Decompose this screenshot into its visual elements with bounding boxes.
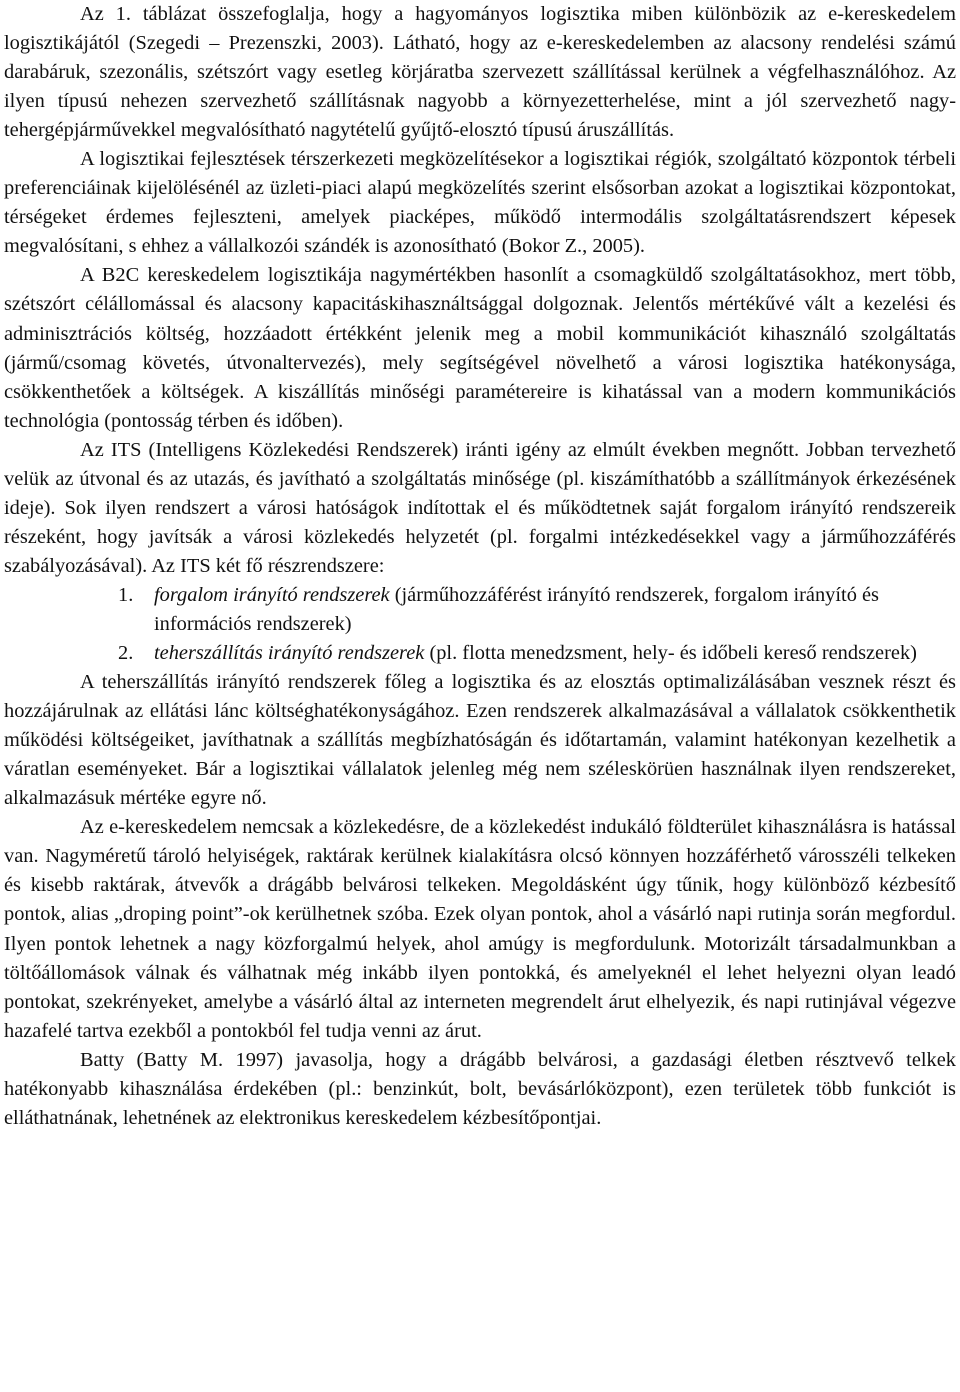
paragraph-3: A B2C kereskedelem logisztikája nagymértékben hasonlít a csomagküldő szolgáltatásokhoz, mert több, szétszórt célállomással és alacsony kapacitáskihasználtsággal dolgoznak. Jelentős mértékűvé vált a kezelési és adminisztrációs költség, hozzáadott értékként jelenik meg a mobil kommunikációt kihasználó szolgáltatás (jármű/csomag követés, útvonaltervezés), mely segítségével növelhető a városi logisztika hatékonysága, csökkenthetőek a költségek. A kiszállítás minőségi paramétereire is kihatással van a modern kommunikációs technológia (pontosság térben és időben). [4,264,956,432]
list-item-term: teherszállítás irányító rendszerek [154,642,425,665]
paragraph-6: Az e-kereskedelem nemcsak a közlekedésre, de a közlekedést indukáló földterület kihasználásra is hatással van. Nagyméretű tároló helyiségek, raktárak kerülnek kialakításra olcsó könnyen hozzáférhető városszéli telkeken és kisebb raktárak, átvevők a drágább belvárosi telkeken. Megoldásként úgy tűnik, hogy különböző kézbesítő pontok, alias „droping point”-ok kerülhetnek szóba. Ezek olyan pontok, ahol a vásárló napi rutinja során megfordul. Ilyen pontok lehetnek a nagy közforgalmú helyek, ahol amúgy is megfordulunk. Motorizált társadalmunkban a töltőállomások válnak és válhatnak még inkább ilyen pontokká, és amelyeknél el lehet helyezni olyan leadó pontokat, szekrényeket, amelybe a vásárló által az interneten megrendelt árut elhelyezik, és napi rutinjával végezve hazafelé tartva ezekből a pontokból fel tudja venni az árut. [4,816,956,1042]
list-item-number: 1. [118,583,134,606]
list-item-number: 2. [118,642,134,665]
its-subsystem-list [4,581,956,668]
list-item [4,581,956,639]
paragraph-4: Az ITS (Intelligens Közlekedési Rendszerek) iránti igény az elmúlt években megnőtt. Jobban tervezhető velük az útvonal és az utazás, és javítható a szolgáltatás minősége (pl. kiszámíthatóbb a szállítmányok érkezésének ideje). Sok ilyen rendszert a városi hatóságok indítottak el és működtetnek saját forgalom irányító rendszereik részeként, hogy javítsák a városi közlekedés helyzetét (pl. forgalmi intézkedésekkel vagy a járműhozzáférés szabályozásával). Az ITS két fő részrendszere: [4,438,956,577]
list-item [4,639,956,668]
list-item-description: (járműhozzáférést irányító rendszerek, forgalom irányító és információs rendszerek) [154,583,879,635]
paragraph-5: A teherszállítás irányító rendszerek főleg a logisztika és az elosztás optimalizálásában vesznek részt és hozzájárulnak az ellátási lánc költséghatékonyságához. Ezen rendszerek alkalmazásával a vállalatok csökkenthetik működési költségeiket, javíthatnak a szállítás megbízhatóságán és időtartamán, valamint hatékonyan kezelhetik a váratlan eseményeket. Bár a logisztikai vállalatok jelenleg még nem széleskörüen használnak ilyen rendszereket, alkalmazásuk mértéke egyre nő. [4,671,956,810]
paragraph-7: Batty (Batty M. 1997) javasolja, hogy a drágább belvárosi, a gazdasági életben résztvevő telkek hatékonyabb kihasználása érdekében (pl.: benzinkút, bolt, bevásárlóközpont), ezen területek több funkciót is elláthatnának, lehetnének az elektronikus kereskedelem kézbesítőpontjai. [4,1048,956,1129]
paragraph-2: A logisztikai fejlesztések térszerkezeti megközelítésekor a logisztikai régiók, szolgáltató központok térbeli preferenciáinak kijelölésénél az üzleti-piaci alapú megközelítés szerint elsősorban azokat a logisztikai központokat, térségeket érdemes fejleszteni, amelyek piacképes, működő intermodális szolgáltatásrendszert képesek megvalósítani, s ehhez a vállalkozói szándék is azonosítható (Bokor Z., 2005). [4,148,956,258]
list-item-description: (pl. flotta menedzsment, hely- és időbeli kereső rendszerek) [424,642,917,665]
list-item-term: forgalom irányító rendszerek [154,583,390,606]
paragraph-1: Az 1. táblázat összefoglalja, hogy a hagyományos logisztika miben különbözik az e-kereskedelem logisztikájától (Szegedi – Prezenszki, 2003). Látható, hogy az e-kereskedelemben az alacsony rendelési számú darabáruk, szezonális, szétszórt vagy esetleg körjáratba szervezett szállítással kerülnek a végfelhasználóhoz. Az ilyen típusú nehezen szervezhető szállításnak nagyobb a környezetterhelése, mint a jól szervezhető nagy-tehergépjárművekkel megvalósítható nagytételű gyűjtő-elosztó típusú áruszállítás. [4,3,956,142]
